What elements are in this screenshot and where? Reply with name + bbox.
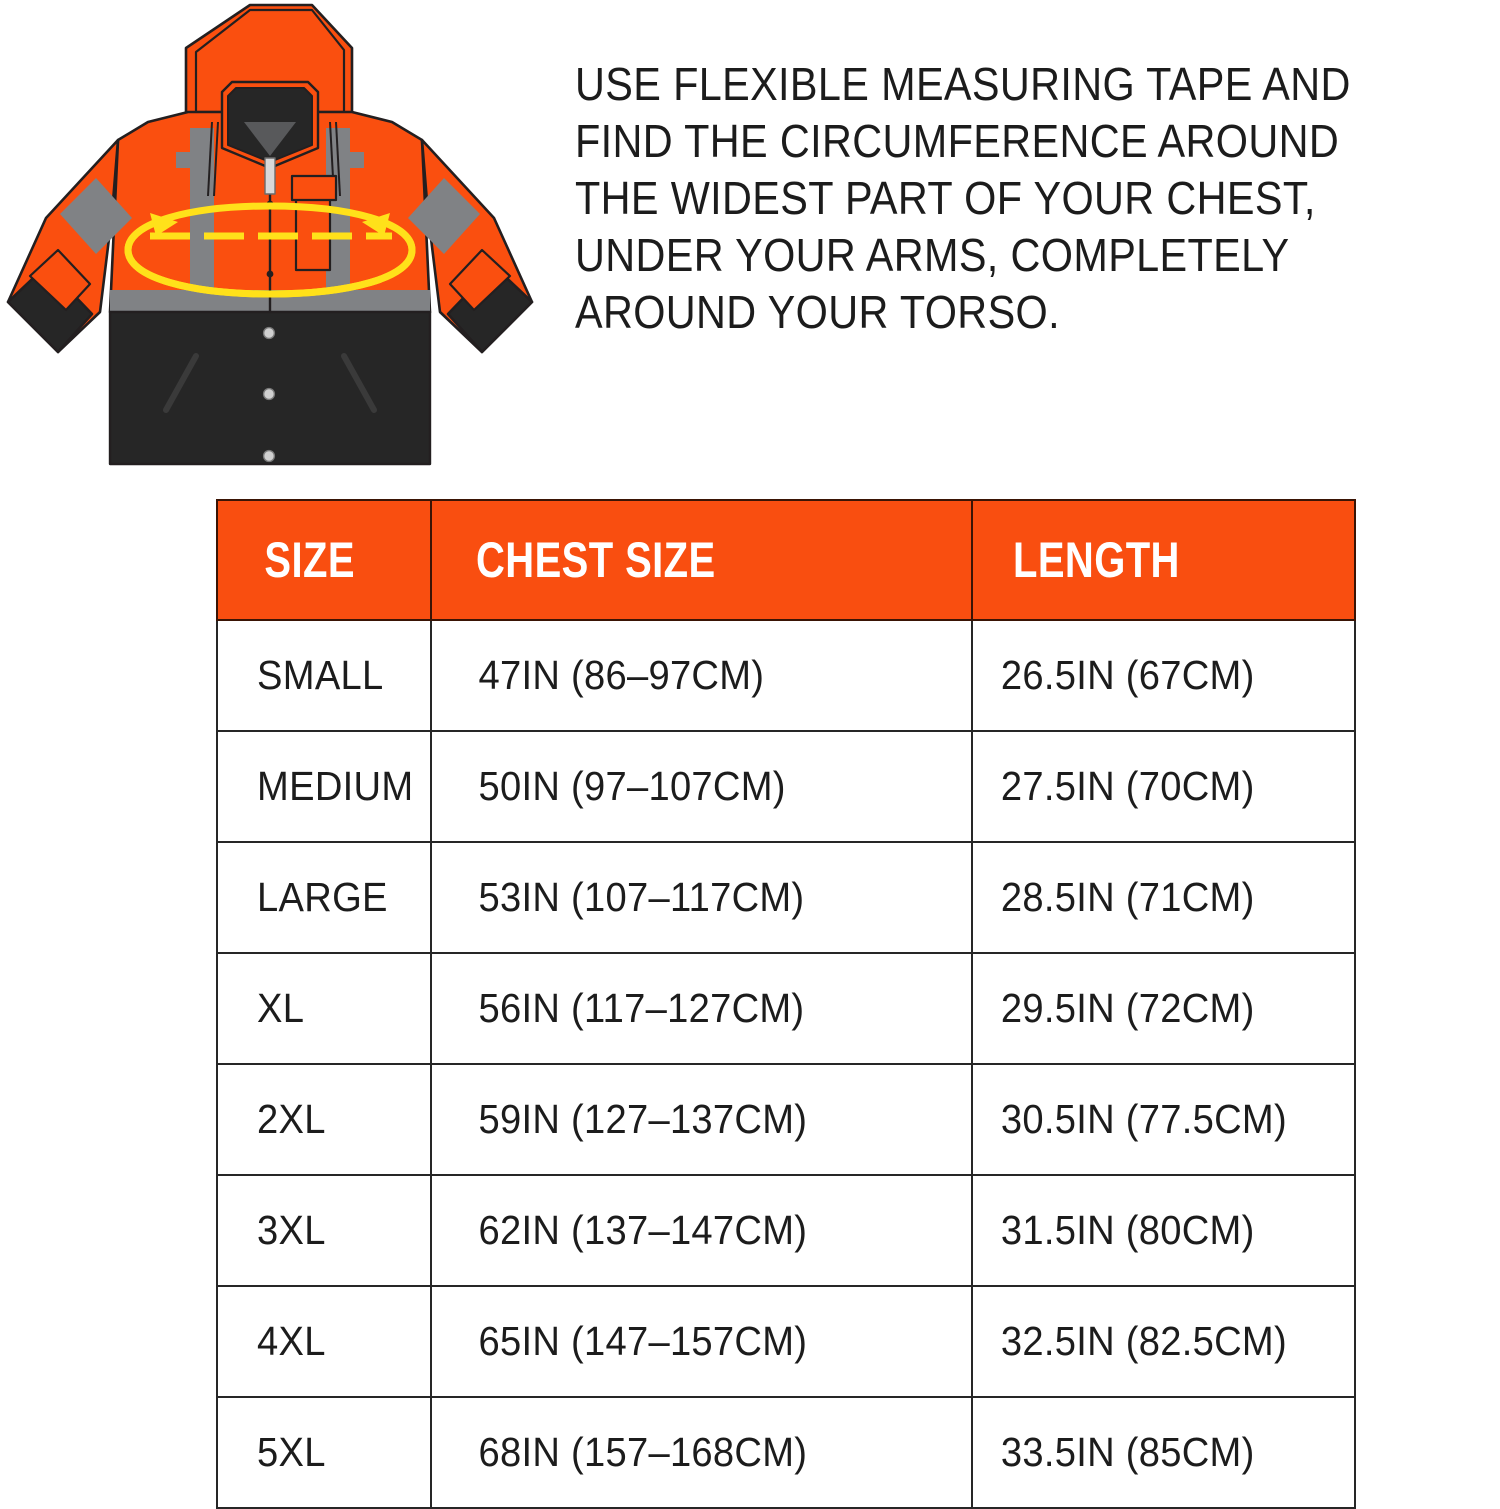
cell-length-value: 32.5IN (82.5CM) <box>1000 1318 1287 1364</box>
table-row <box>217 1064 1355 1175</box>
cell-length <box>972 1175 1355 1286</box>
jacket-illustration <box>0 0 560 480</box>
table-body <box>217 620 1355 1508</box>
cell-size <box>217 620 431 731</box>
cell-length-value: 27.5IN (70CM) <box>1000 763 1255 809</box>
cell-length-value: 28.5IN (71CM) <box>1000 874 1255 920</box>
cell-size-value: 4XL <box>257 1318 326 1364</box>
cell-length-value: 31.5IN (80CM) <box>1000 1207 1255 1253</box>
instruction-line-3: THE WIDEST PART OF YOUR CHEST, <box>575 172 1316 224</box>
measuring-instructions <box>575 56 1485 341</box>
cell-size-value: 2XL <box>257 1096 326 1142</box>
cell-length <box>972 842 1355 953</box>
cell-size-value: LARGE <box>257 874 388 920</box>
cell-size <box>217 1064 431 1175</box>
cell-size-value: 3XL <box>257 1207 326 1253</box>
column-header-length <box>972 500 1355 620</box>
column-header-length-label: LENGTH <box>1013 532 1180 588</box>
table-row <box>217 620 1355 731</box>
cell-chest <box>431 1064 972 1175</box>
table-row <box>217 731 1355 842</box>
cell-size <box>217 842 431 953</box>
cell-chest <box>431 731 972 842</box>
cell-chest-value: 53IN (107–117CM) <box>478 874 805 920</box>
cell-size <box>217 1175 431 1286</box>
column-header-size <box>217 500 431 620</box>
cell-chest-value: 50IN (97–107CM) <box>478 763 786 809</box>
cell-chest <box>431 953 972 1064</box>
lower-body <box>110 312 430 464</box>
cell-chest-value: 47IN (86–97CM) <box>478 652 765 698</box>
table-row <box>217 953 1355 1064</box>
cell-length <box>972 1286 1355 1397</box>
instruction-line-4: UNDER YOUR ARMS, COMPLETELY <box>575 229 1290 281</box>
cell-size <box>217 953 431 1064</box>
cell-length <box>972 1064 1355 1175</box>
column-header-chest-size-label: CHEST SIZE <box>476 532 716 588</box>
cell-size-value: MEDIUM <box>257 763 414 809</box>
cell-size-value: SMALL <box>257 652 384 698</box>
table-row <box>217 1397 1355 1508</box>
instruction-line-1: USE FLEXIBLE MEASURING TAPE AND <box>575 58 1351 110</box>
cell-chest-value: 56IN (117–127CM) <box>478 985 805 1031</box>
cell-chest-value: 62IN (137–147CM) <box>478 1207 808 1253</box>
table-header <box>217 500 1355 620</box>
instruction-line-2: FIND THE CIRCUMFERENCE AROUND <box>575 115 1340 167</box>
cell-length <box>972 620 1355 731</box>
cell-size-value: XL <box>257 985 305 1031</box>
cell-size <box>217 1397 431 1508</box>
cell-chest <box>431 842 972 953</box>
cell-length <box>972 731 1355 842</box>
column-header-chest-size <box>431 500 972 620</box>
collar <box>222 82 318 168</box>
size-chart <box>216 499 1354 1509</box>
cell-size <box>217 1286 431 1397</box>
cell-chest-value: 68IN (157–168CM) <box>478 1429 808 1475</box>
instruction-line-5: AROUND YOUR TORSO. <box>575 286 1060 338</box>
cell-chest <box>431 1286 972 1397</box>
column-header-size-label: SIZE <box>264 532 355 588</box>
size-chart-table <box>216 499 1356 1509</box>
cell-length-value: 33.5IN (85CM) <box>1000 1429 1255 1475</box>
cell-length <box>972 953 1355 1064</box>
cell-length-value: 26.5IN (67CM) <box>1000 652 1255 698</box>
cell-chest-value: 65IN (147–157CM) <box>478 1318 808 1364</box>
cell-length-value: 30.5IN (77.5CM) <box>1000 1096 1287 1142</box>
table-row <box>217 842 1355 953</box>
table-row <box>217 1286 1355 1397</box>
cell-chest-value: 59IN (127–137CM) <box>478 1096 808 1142</box>
cell-length <box>972 1397 1355 1508</box>
header-row <box>217 500 1355 620</box>
cell-size <box>217 731 431 842</box>
cell-chest <box>431 1397 972 1508</box>
chest-pocket <box>292 176 336 270</box>
cell-size-value: 5XL <box>257 1429 326 1475</box>
cell-chest <box>431 620 972 731</box>
table-row <box>217 1175 1355 1286</box>
cell-length-value: 29.5IN (72CM) <box>1000 985 1255 1031</box>
cell-chest <box>431 1175 972 1286</box>
